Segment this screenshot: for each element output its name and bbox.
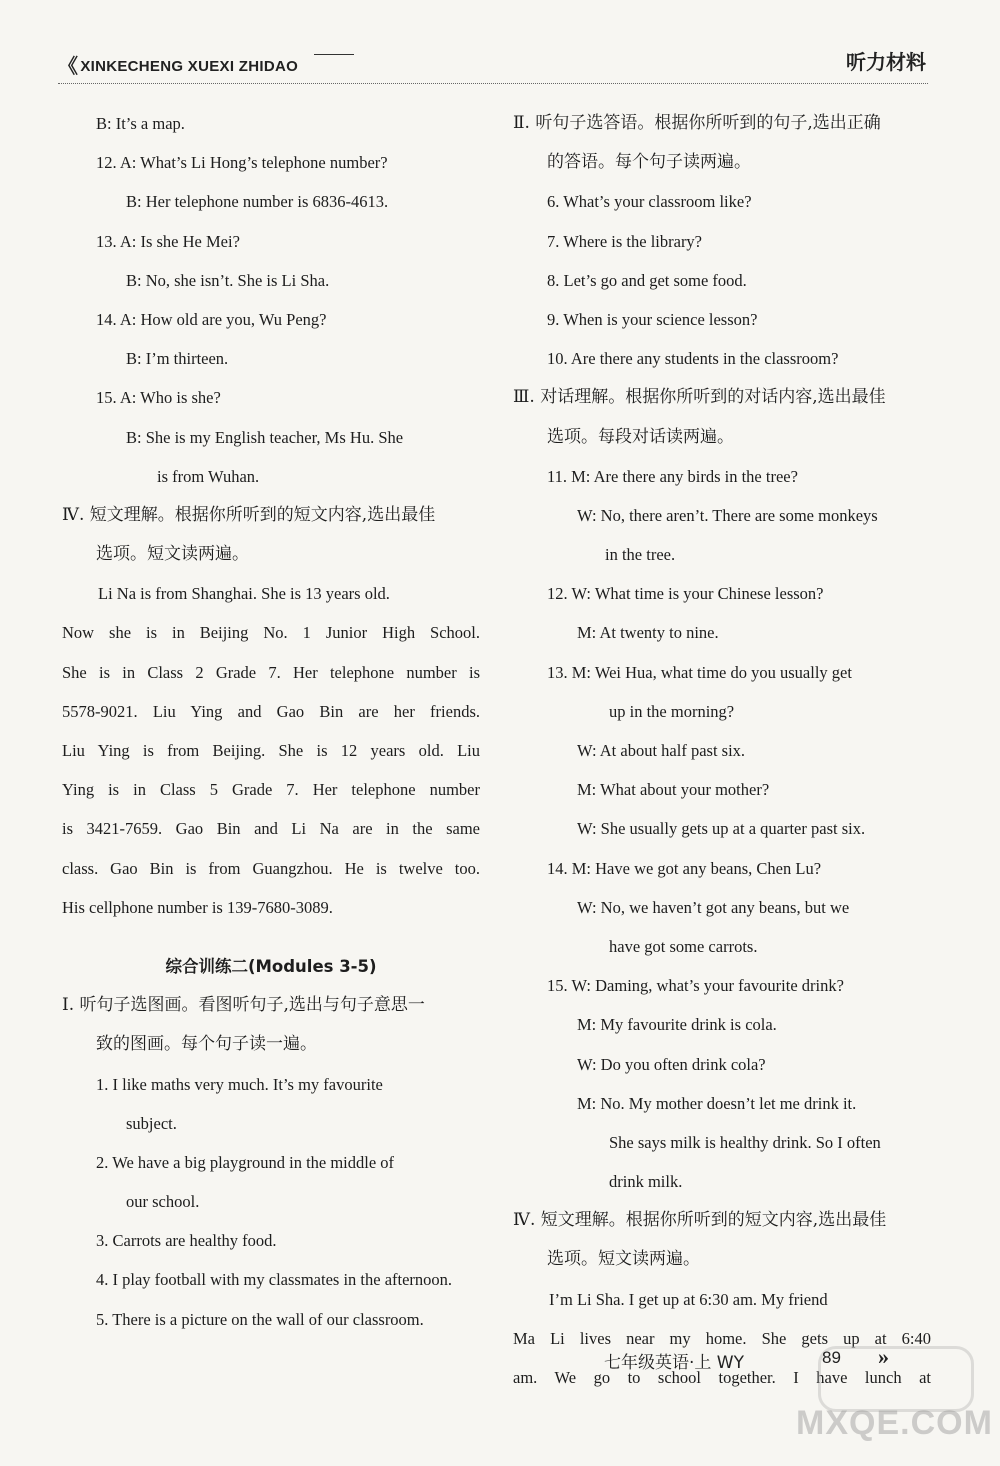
- dialogue-line: 6. What’s your classroom like?: [547, 192, 752, 212]
- section-heading: Ⅳ. 短文理解。根据你所听到的短文内容,选出最佳: [62, 504, 436, 525]
- section-heading: 选项。短文读两遍。: [96, 544, 249, 565]
- dialogue-line: 5. There is a picture on the wall of our classroom.: [96, 1309, 424, 1329]
- dialogue-line: 15. A: Who is she?: [96, 388, 221, 408]
- book-label: 七年级英语·上 WY: [604, 1353, 745, 1373]
- dialogue-line: 14. A: How old are you, Wu Peng?: [96, 309, 327, 329]
- dialogue-line: 8. Let’s go and get some food.: [547, 270, 747, 290]
- section-label: 听力材料: [846, 50, 926, 74]
- dialogue-line: M: What about your mother?: [577, 780, 770, 800]
- dialogue-line: 13. M: Wei Hua, what time do you usually get: [547, 662, 852, 682]
- passage-line: Li Na is from Shanghai. She is 13 years old.: [98, 584, 390, 604]
- passage-line: 5578-9021. Liu Ying and Gao Bin are her friends.: [62, 701, 480, 721]
- dialogue-line: W: Do you often drink cola?: [577, 1054, 766, 1074]
- section-heading: Ⅳ. 短文理解。根据你所听到的短文内容,选出最佳: [513, 1210, 887, 1231]
- passage-line: am. We go to school together. I have lunch at: [513, 1368, 931, 1387]
- double-chevron-left-icon: 《: [58, 56, 79, 78]
- dialogue-line: 14. M: Have we got any beans, Chen Lu?: [547, 858, 822, 878]
- dialogue-line: B: It’s a map.: [96, 114, 185, 133]
- dialogue-line: 15. W: Daming, what’s your favourite drink?: [547, 976, 844, 996]
- dialogue-line: 3. Carrots are healthy food.: [96, 1231, 277, 1251]
- passage-line: Liu Ying is from Beijing. She is 12 years old. Liu: [62, 741, 480, 760]
- section-heading: 致的图画。每个句子读一遍。: [96, 1034, 317, 1055]
- dialogue-line: 7. Where is the library?: [547, 231, 703, 251]
- dialogue-line: 12. W: What time is your Chinese lesson?: [547, 584, 824, 604]
- dialogue-line: 4. I play football with my classmates in the afternoon.: [96, 1270, 453, 1290]
- passage-line: is 3421-7659. Gao Bin and Li Na are in the same: [62, 819, 480, 839]
- passage-line: She is in Class 2 Grade 7. Her telephone number is: [62, 662, 480, 682]
- passage-line: Ma Li lives near my home. She gets up at 6:40: [513, 1328, 931, 1348]
- dialogue-line: B: Her telephone number is 6836-4613.: [126, 192, 389, 212]
- dialogue-line: our school.: [126, 1192, 200, 1212]
- dialogue-line: drink milk.: [609, 1172, 683, 1192]
- dialogue-line: B: She is my English teacher, Ms Hu. She: [126, 427, 404, 447]
- header-divider: [58, 83, 928, 84]
- dialogue-line: W: No, we haven’t got any beans, but we: [577, 897, 850, 917]
- dialogue-line: M: No. My mother doesn’t let me drink it.: [577, 1093, 857, 1113]
- dialogue-line: 13. A: Is she He Mei?: [96, 231, 240, 251]
- dialogue-line: W: She usually gets up at a quarter past six.: [577, 819, 866, 839]
- dialogue-line: 11. M: Are there any birds in the tree?: [547, 466, 798, 486]
- section-heading: Ⅱ. 听句子选答语。根据你所听到的句子,选出正确: [513, 113, 881, 133]
- watermark-logo: [818, 1346, 974, 1412]
- section-heading: Ⅲ. 对话理解。根据你所听到的对话内容,选出最佳: [513, 387, 886, 408]
- right-column: [513, 104, 931, 1397]
- dialogue-line: have got some carrots.: [609, 936, 758, 956]
- passage-line: Now she is in Beijing No. 1 Junior High School.: [62, 623, 480, 643]
- dialogue-line: W: At about half past six.: [577, 741, 746, 760]
- dialogue-line: B: I’m thirteen.: [126, 349, 229, 369]
- section-heading: 选项。每段对话读两遍。: [547, 426, 734, 447]
- dialogue-line: 9. When is your science lesson?: [547, 309, 758, 329]
- section-heading: 选项。短文读两遍。: [547, 1249, 700, 1270]
- dialogue-line: is from Wuhan.: [157, 466, 260, 486]
- section-heading: Ⅰ. 听句子选图画。看图听句子,选出与句子意思一: [62, 995, 425, 1016]
- dialogue-line: in the tree.: [605, 545, 676, 565]
- dialogue-line: B: No, she isn’t. She is Li Sha.: [126, 270, 330, 290]
- passage-line: I’m Li Sha. I get up at 6:30 am. My friend: [549, 1289, 828, 1309]
- dialogue-line: She says milk is healthy drink. So I often: [609, 1132, 881, 1152]
- brand-underline: [314, 54, 354, 83]
- dialogue-line: 1. I like maths very much. It’s my favourite: [96, 1074, 383, 1094]
- left-column: [62, 104, 480, 1339]
- dialogue-line: up in the morning?: [609, 701, 735, 721]
- dialogue-line: 12. A: What’s Li Hong’s telephone number?: [96, 153, 388, 173]
- passage-line: Ying is in Class 5 Grade 7. Her telephone number: [62, 780, 480, 800]
- dialogue-line: M: My favourite drink is cola.: [577, 1015, 777, 1035]
- brand-text: XINKECHENG XUEXI ZHIDAO: [80, 58, 299, 75]
- dialogue-line: M: At twenty to nine.: [577, 623, 719, 643]
- section-heading: 的答语。每个句子读两遍。: [547, 152, 751, 173]
- dialogue-line: 2. We have a big playground in the middle of: [96, 1152, 395, 1172]
- brand-title: [58, 50, 312, 79]
- double-chevron-right-icon: »: [878, 1344, 889, 1369]
- dialogue-line: W: No, there aren’t. There are some monkeys: [577, 505, 878, 525]
- dialogue-line: 10. Are there any students in the classroom?: [547, 349, 839, 369]
- dialogue-line: subject.: [126, 1113, 177, 1133]
- page-number: 89: [822, 1348, 841, 1367]
- watermark-text: MXQE.COM: [796, 1404, 993, 1442]
- passage-line: class. Gao Bin is from Guangzhou. He is twelve too.: [62, 858, 480, 878]
- page-header: [58, 44, 928, 84]
- exercise-title: 综合训练二(Modules 3-5): [165, 956, 377, 976]
- passage-line: His cellphone number is 139-7680-3089.: [62, 897, 333, 917]
